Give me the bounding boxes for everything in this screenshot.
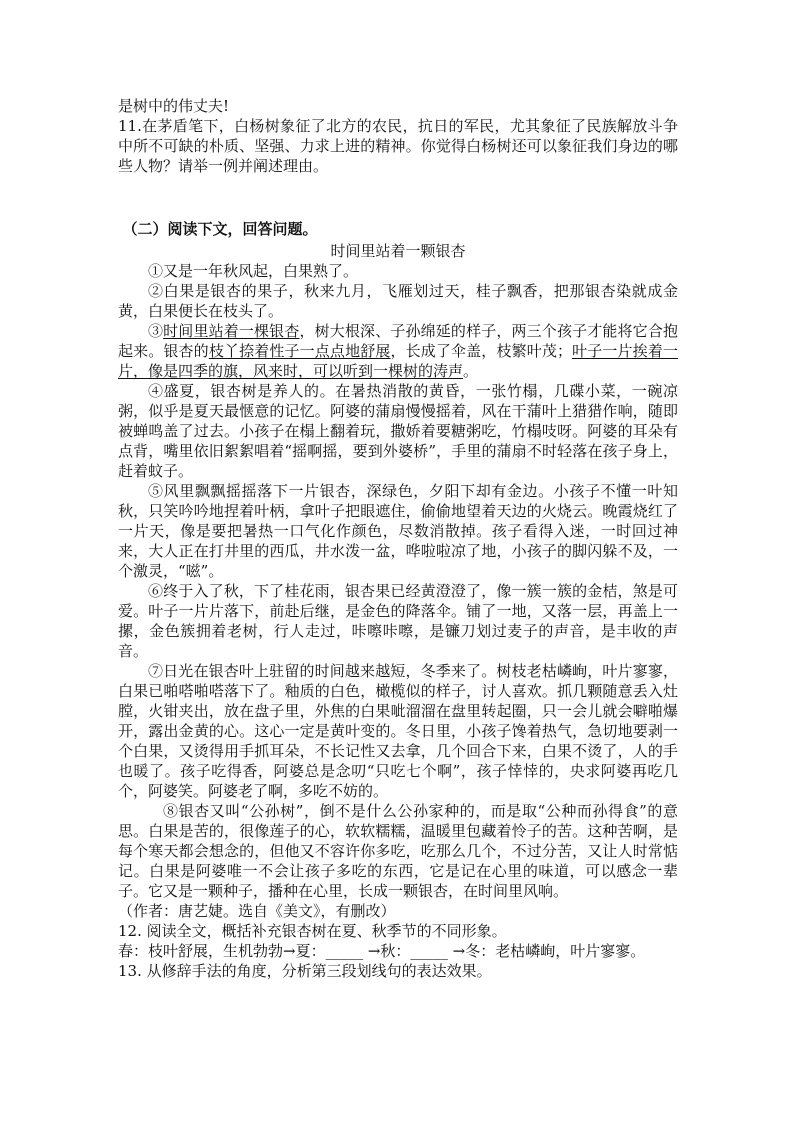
- paragraph-3: [118, 321, 678, 381]
- paragraph-3-end: 。: [463, 362, 479, 380]
- source-note: （作者：唐艺婕。选自《美文》，有删改）: [118, 902, 396, 920]
- paragraph-3-mark: ③: [148, 322, 164, 340]
- paragraph-7: ⑦日光在银杏叶上驻留的时间越来越短，冬季来了。树枝老枯嶙峋，叶片寥寥，白果已啪嗒啪嗒落下了。釉质的白色，橄榄似的样子，讨人喜欢。抓几颗随意丢入灶膛，火钳夹出，放在盘子里，外焦的白果呲溜溜在盘里转起圈，只一会儿就会噼啪爆开，露出金黄的心。这心一定是黄叶变的。冬日里，小孩子馋着热气，急切地要剥一个白果，又烫得用手抓耳朵，不长记性又去拿，几个回合下来，白果不烫了，人的手也暖了。孩子吃得香，阿婆总是念叨“只吃七个啊”，孩子悻悻的，央求阿婆再吃几个，阿婆笑。阿婆老了啊，多吃不妨的。: [118, 662, 678, 800]
- underlined-sentence-3: 叶子一片挨着一片，像是四季的旗，风来时，可以听到一棵树的涛声: [118, 342, 678, 380]
- paragraph-5: ⑤风里飘飘摇摇落下一片银杏，深绿色，夕阳下却有金边。小孩子不懂一叶知秋，只笑吟吟地捏着叶柄，拿叶子把眼遮住，偷偷地望着天边的火烧云。晚霞烧红了一片天，像是要把暑热一口气化作颜色，尽数消散掉。孩子看得入迷，一时回过神来，大人正在打井里的西瓜，井水泼一盆，哗啦啦凉了地，小孩子的脚闪躲不及，一个激灵，“嗞”。: [118, 482, 678, 580]
- paragraph-3-text: ，树大根深、子孙绵延的样子，两三个孩子才能将它合抱起来。银杏的: [118, 322, 678, 360]
- article-title: 时间里站着一颗银杏: [330, 242, 466, 260]
- underlined-sentence-2: 枝丫捺着性子一点点地舒展: [208, 342, 391, 360]
- question-13: 13. 从修辞手法的角度，分析第三段划线句的表达效果。: [118, 962, 492, 980]
- section-heading: （二）阅读下文，回答问题。: [122, 220, 318, 238]
- spacer: [118, 176, 678, 219]
- underlined-sentence-1: 时间里站着一棵银杏: [163, 322, 300, 340]
- paragraph-6: ⑥终于入了秋，下了桂花雨，银杏果已经黄澄澄了，像一簇一簇的金桔，煞是可爱。叶子一片片落下，前赴后继，是金色的降落伞。铺了一地，又落一层，再盖上一摞，金色簇拥着老树，行人走过，咔嚓咔嚓，是镰刀划过麦子的声音，是丰收的声音。: [118, 582, 678, 660]
- paragraph-2: ②白果是银杏的果子，秋来九月，飞雁划过天，桂子飘香，把那银杏染就成金黄，白果便长在枝头了。: [118, 282, 678, 320]
- paragraph-4: ④盛夏，银杏树是养人的。在暑热消散的黄昏，一张竹榻，几碟小菜，一碗凉粥，似乎是夏天最惬意的记忆。阿婆的蒲扇慢慢摇着，风在干蒲叶上猎猎作响，随即被蝉鸣盖了过去。小孩子在榻上翻着玩，撒娇着要糖粥吃，竹榻吱呀。阿婆的耳朵有点背，嘴里依旧絮絮唱着“摇啊摇，要到外婆桥”，手里的蒲扇不时轻落在孩子身上，赶着蚊子。: [118, 382, 678, 480]
- question-12-answer-line: 春：枝叶舒展，生机勃勃→夏：_____ →秋：_____ →冬：老枯嶙峋，叶片寥寥。: [118, 942, 646, 960]
- text-line: 是树中的伟丈夫!: [118, 97, 230, 115]
- paragraph-1: ①又是一年秋风起，白果熟了。: [148, 262, 359, 280]
- question-11: 11.在茅盾笔下，白杨树象征了北方的农民，抗日的军民，尤其象征了民族解放斗争中所不可缺的朴质、坚强、力求上进的精神。你觉得白杨树还可以象征我们身边的哪些人物？请举一例并阐述理由。: [118, 117, 678, 175]
- document-page: [118, 96, 678, 981]
- paragraph-3-text: ，长成了伞盖，枝繁叶茂；: [390, 342, 572, 360]
- paragraph-8: ⑧银杏又叫“公孙树”，倒不是什么公孙家种的，而是取“公种而孙得食”的意思。白果是苦的，很像莲子的心，软软糯糯，温暖里包藏着怜子的苦。这种苦啊，是每个寒天都会想念的，但他又不容许你多吃，吃那么几个，不过分苦，又让人时常惦记。白果是阿婆唯一不会让孩子多吃的东西，它是记在心里的味道，可以感念一辈子。它又是一颗种子，播种在心里，长成一颗银杏，在时间里风响。: [118, 802, 678, 900]
- question-12: 12. 阅读全文，概括补充银杏树在夏、秋季节的不同形象。: [118, 922, 507, 940]
